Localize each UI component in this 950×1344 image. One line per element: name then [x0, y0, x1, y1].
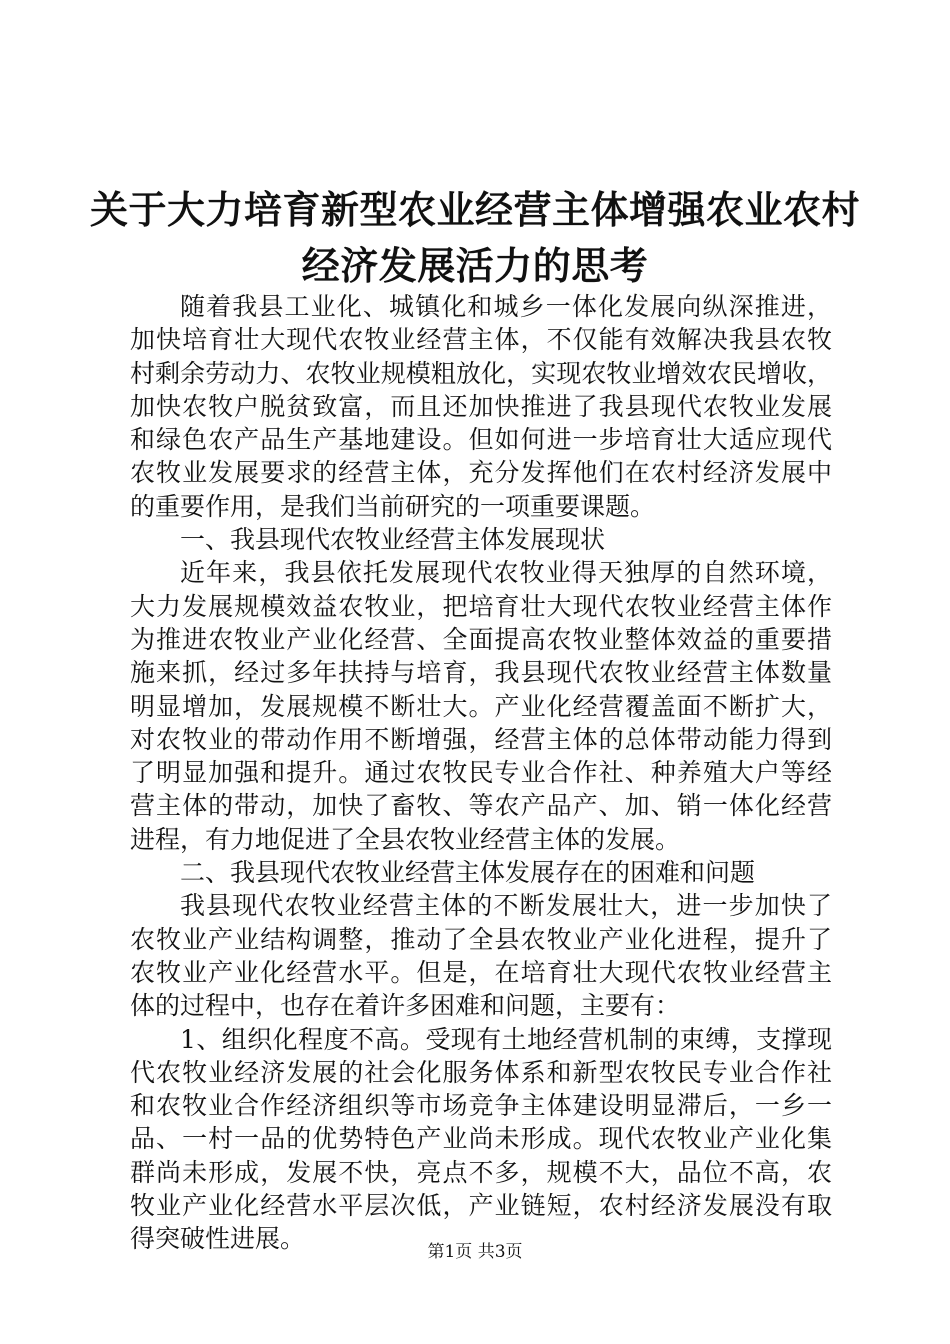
body-line: 体的过程中，也存在着许多困难和问题，主要有：: [130, 991, 681, 1021]
body-line: 随着我县工业化、城镇化和城乡一体化发展向纵深推进，: [180, 292, 832, 321]
body-line: 1、组织化程度不高。受现有土地经营机制的束缚，支撑现: [180, 1024, 832, 1054]
body-line: 村剩余劳动力、农牧业规模粗放化，实现农牧业增效农民增收，: [130, 358, 832, 388]
body-line: 农牧业产业化经营水平。但是，在培育壮大现代农牧业经营主: [130, 957, 832, 987]
body-line: 营主体的带动，加快了畜牧、等农产品产、加、销一体化经营: [130, 791, 832, 821]
body-line: 我县现代农牧业经营主体的不断发展壮大，进一步加快了: [180, 891, 832, 921]
body-line: 进程，有力地促进了全县农牧业经营主体的发展。: [130, 824, 681, 854]
document-body: [130, 290, 832, 1256]
body-line: 农牧业产业结构调整，推动了全县农牧业产业化进程，提升了: [130, 924, 832, 954]
body-line: 一、我县现代农牧业经营主体发展现状: [180, 525, 606, 555]
body-line: 大力发展规模效益农牧业，把培育壮大现代农牧业经营主体作: [130, 591, 832, 621]
body-line: 农牧业发展要求的经营主体，充分发挥他们在农村经济发展中: [130, 458, 832, 488]
body-line: 明显增加，发展规模不断壮大。产业化经营覆盖面不断扩大，: [130, 691, 832, 721]
body-line: 近年来，我县依托发展现代农牧业得天独厚的自然环境，: [180, 558, 832, 588]
document-title-line-2: 经济发展活力的思考: [301, 244, 649, 288]
document-title-line-1: 关于大力培育新型农业经营主体增强农业农村: [89, 188, 860, 232]
body-line: 群尚未形成，发展不快，亮点不多，规模不大，品位不高，农: [130, 1157, 832, 1187]
body-line: 的重要作用，是我们当前研究的一项重要课题。: [130, 491, 656, 521]
body-line: 了明显加强和提升。通过农牧民专业合作社、种养殖大户等经: [130, 758, 832, 788]
body-line: 品、一村一品的优势特色产业尚未形成。现代农牧业产业化集: [130, 1124, 832, 1154]
body-line: 加快培育壮大现代农牧业经营主体，不仅能有效解决我县农牧: [130, 325, 832, 355]
body-line: 和绿色农产品生产基地建设。但如何进一步培育壮大适应现代: [130, 425, 832, 455]
body-line: 二、我县现代农牧业经营主体发展存在的困难和问题: [180, 858, 756, 888]
body-line: 和农牧业合作经济组织等市场竞争主体建设明显滞后，一乡一: [130, 1091, 832, 1121]
page-footer: 第1页 共3页: [427, 1242, 523, 1262]
body-line: 加快农牧户脱贫致富，而且还加快推进了我县现代农牧业发展: [130, 391, 832, 421]
body-line: 施来抓，经过多年扶持与培育，我县现代农牧业经营主体数量: [130, 658, 832, 688]
body-line: 得突破性进展。: [130, 1224, 306, 1254]
body-line: 为推进农牧业产业化经营、全面提高农牧业整体效益的重要措: [130, 624, 832, 654]
body-line: 代农牧业经济发展的社会化服务体系和新型农牧民专业合作社: [130, 1057, 832, 1087]
body-line: 牧业产业化经营水平层次低，产业链短，农村经济发展没有取: [130, 1191, 832, 1221]
body-line: 对农牧业的带动作用不断增强，经营主体的总体带动能力得到: [130, 724, 832, 754]
